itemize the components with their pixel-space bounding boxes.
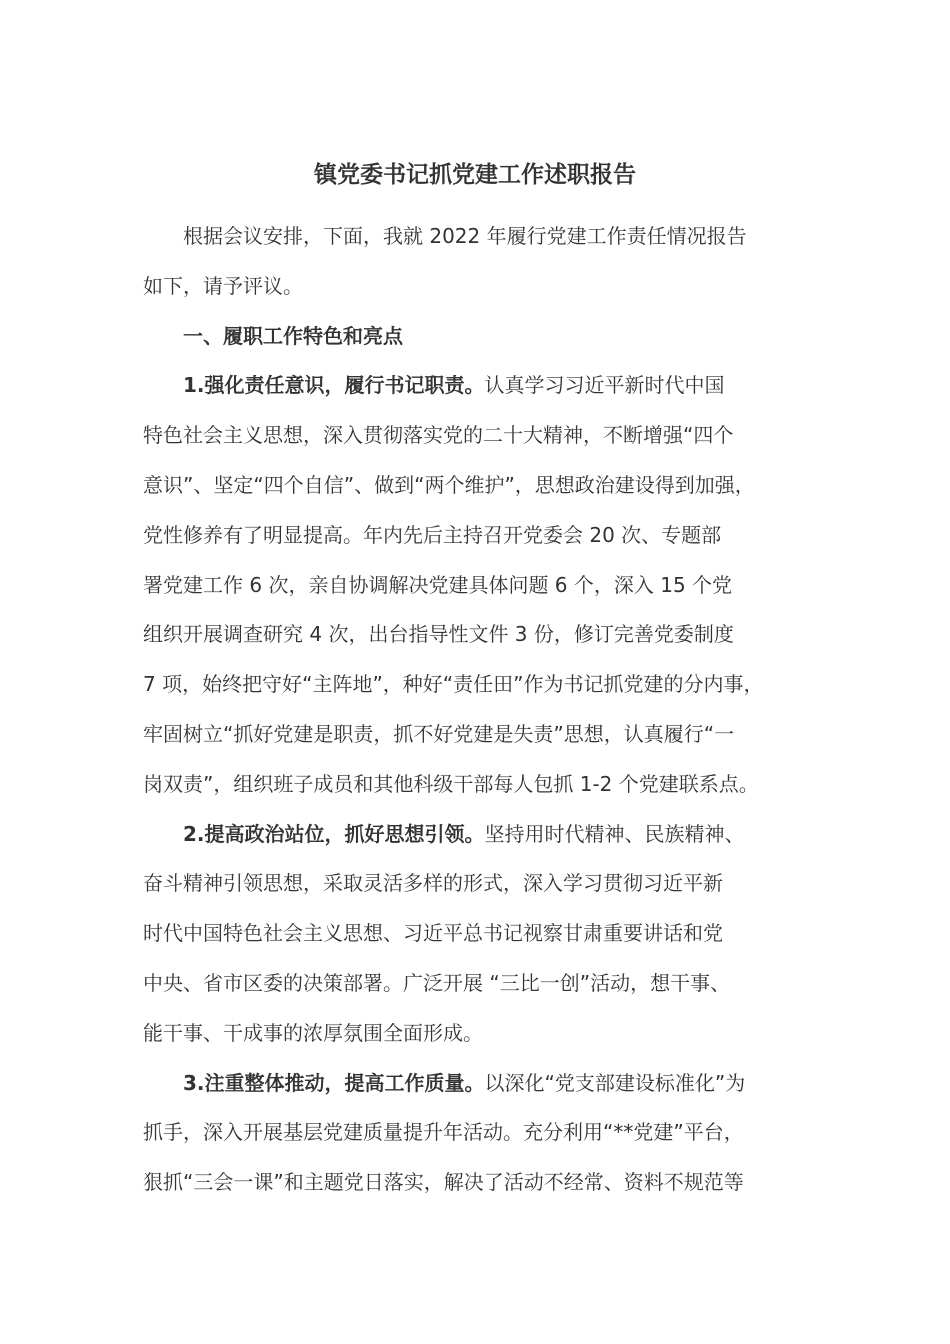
body-line: 署党建工作 6 次，亲自协调解决党建具体问题 6 个，深入 15 个党 xyxy=(143,573,733,597)
body-line: 意识”、坚定“四个自信”、做到“两个维护”，思想政治建设得到加强， xyxy=(143,473,755,497)
body-line: 岗双责”，组织班子成员和其他科级干部每人包抓 1-2 个党建联系点。 xyxy=(143,772,759,796)
paragraph-lead: 2.提高政治站位，抓好思想引领。 xyxy=(183,822,485,846)
body-line: 奋斗精神引领思想，采取灵活多样的形式，深入学习贯彻习近平新 xyxy=(143,871,723,895)
body-line: 根据会议安排，下面，我就 2022 年履行党建工作责任情况报告 xyxy=(183,224,747,248)
body-line: 中央、省市区委的决策部署。广泛开展 “三比一创”活动，想干事、 xyxy=(143,971,731,995)
body-line: 如下，请予评议。 xyxy=(143,274,303,298)
paragraph-lead-line xyxy=(183,370,725,400)
paragraph-lead-line xyxy=(183,1068,745,1098)
paragraph-text: 以深化“党支部建设标准化”为 xyxy=(484,1071,746,1095)
document-title: 镇党委书记抓党建工作述职报告 xyxy=(314,162,636,188)
body-line: 党性修养有了明显提高。年内先后主持召开党委会 20 次、专题部 xyxy=(143,523,722,547)
section-heading: 一、履职工作特色和亮点 xyxy=(183,324,403,348)
paragraph-lead-line xyxy=(183,819,745,849)
paragraph-text: 坚持用时代精神、民族精神、 xyxy=(484,822,745,846)
paragraph-text: 认真学习习近平新时代中国 xyxy=(484,373,725,397)
body-line: 组织开展调查研究 4 次，出台指导性文件 3 份，修订完善党委制度 xyxy=(143,622,734,646)
paragraph-lead: 3.注重整体推动，提高工作质量。 xyxy=(183,1071,485,1095)
body-line: 牢固树立“抓好党建是职责，抓不好党建是失责”思想，认真履行“一 xyxy=(143,722,735,746)
paragraph-lead: 1.强化责任意识，履行书记职责。 xyxy=(183,373,485,397)
body-line: 狠抓“三会一课”和主题党日落实，解决了活动不经常、资料不规范等 xyxy=(143,1170,744,1194)
body-line: 特色社会主义思想，深入贯彻落实党的二十大精神，不断增强“四个 xyxy=(143,423,734,447)
body-line: 能干事、干成事的浓厚氛围全面形成。 xyxy=(143,1021,483,1045)
body-line: 时代中国特色社会主义思想、习近平总书记视察甘肃重要讲话和党 xyxy=(143,921,723,945)
body-line: 抓手，深入开展基层党建质量提升年活动。充分利用“**党建”平台， xyxy=(143,1120,744,1144)
body-line: 7 项，始终把守好“主阵地”，种好“责任田”作为书记抓党建的分内事， xyxy=(143,672,764,696)
